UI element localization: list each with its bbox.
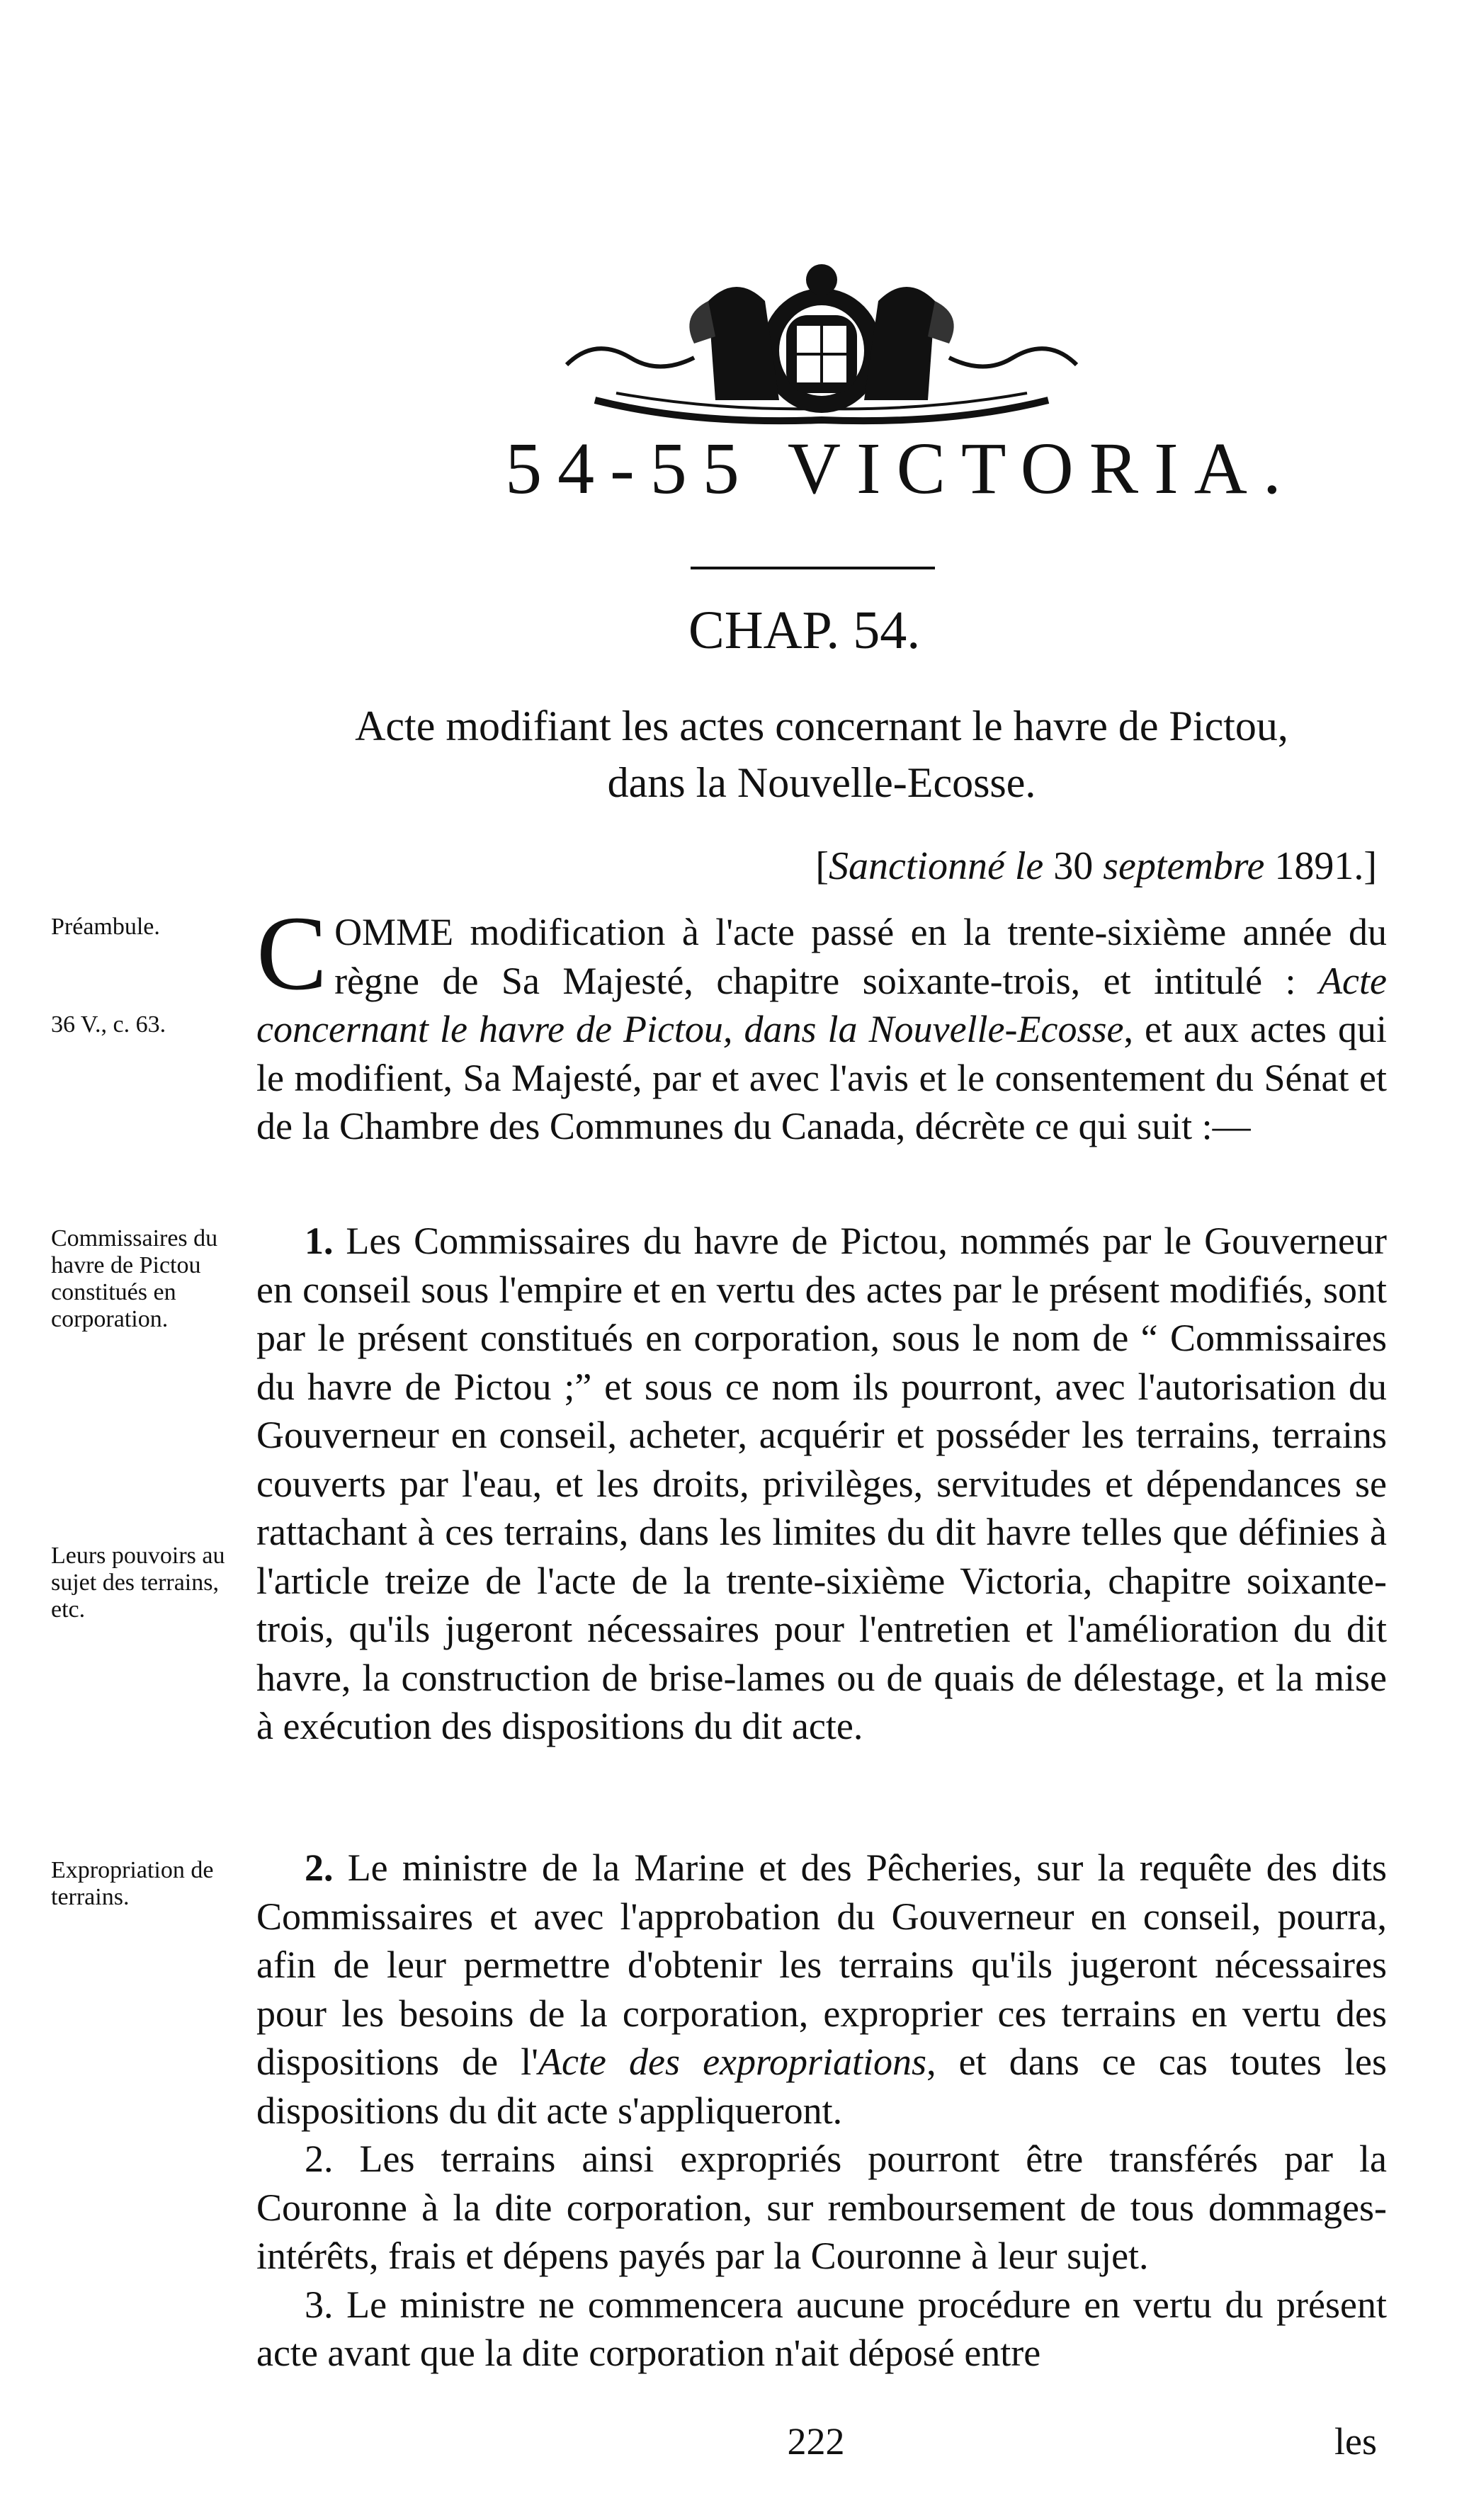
act-title-line-1: Acte modifiant les actes concernant le havre de Pictou, bbox=[355, 703, 1288, 749]
section-1-number: 1. bbox=[305, 1220, 334, 1262]
assent-bracket: [ bbox=[815, 844, 829, 888]
preamble-act-title: Acte concernant le havre de Pictou, dans la Nouvelle-Ecosse bbox=[256, 959, 1387, 1050]
catchword: les bbox=[1334, 2420, 1377, 2463]
section-2 bbox=[256, 1844, 1387, 2378]
section-2-act-title: Acte des expropriations bbox=[538, 2041, 927, 2083]
section-2-text-2: , et dans ce cas toutes les dispositions du dit acte s'appliqueront. bbox=[256, 2041, 1388, 2132]
margin-note-preamble: Préambule. bbox=[51, 914, 160, 940]
margin-note-expropriation: Expropriation de terrains. bbox=[51, 1857, 214, 1910]
drop-cap: C bbox=[256, 895, 328, 1012]
royal-coat-of-arms bbox=[552, 259, 1091, 428]
assent-day: 30 bbox=[1043, 844, 1104, 888]
assent-date bbox=[815, 846, 1377, 886]
assent-year: 1891.] bbox=[1264, 844, 1377, 888]
margin-note-commissioners: Commissaires du havre de Pictou constitués en corporation. bbox=[51, 1225, 218, 1332]
margin-note-citation: 36 V., c. 63. bbox=[51, 1011, 166, 1038]
act-title bbox=[255, 698, 1388, 811]
section-1-text: Les Commissaires du havre de Pictou, nommés par le Gouverneur en conseil sous l'empire et en vertu des actes par le présent modifiés, sont par le présent constitués en corporation, sous le nom de “ Commissaires du havre de Pictou ;” et sous ce nom ils pourront, avec l'autorisation du Gouverneur en conseil, acheter, acquérir et posséder les terrains, terrains couverts par l'eau, et les droits, privilèges, servitudes et dépendances se rattachant à ces terrains, dans les limites du dit havre telles que définies à l'article treize de l'acte de la trente-sixième Victoria, chapitre soixante-trois, qu'ils jugeront nécessaires pour l'entretien et l'amélioration du dit havre, la construction de brise-lames ou de quais de délestage, et la mise à exécution des dispositions du dit acte. bbox=[256, 1220, 1387, 1747]
assent-month: septembre bbox=[1103, 844, 1265, 888]
section-2-subsection-3: 3. Le ministre ne commencera aucune procédure en vertu du présent acte avant que la dite corporation n'ait déposé entre bbox=[256, 2283, 1387, 2374]
section-2-number: 2. bbox=[305, 1846, 334, 1889]
chapter-number: CHAP. 54. bbox=[688, 601, 921, 660]
preamble-text-2: , et aux actes qui le modifient, Sa Majesté, par et avec l'avis et le consentement du Sénat et de la Chambre des Communes du Canada, décrète ce qui suit :— bbox=[256, 1008, 1387, 1147]
heading-rule bbox=[691, 567, 935, 569]
page-number: 222 bbox=[787, 2420, 845, 2463]
preamble-paragraph bbox=[256, 895, 1387, 1151]
regnal-year-heading: 54-55 VICTORIA. bbox=[505, 428, 1297, 509]
margin-note-powers: Leurs pouvoirs au sujet des terrains, etc. bbox=[51, 1543, 225, 1623]
section-1 bbox=[256, 1217, 1387, 1751]
preamble-text-1: OMME modification à l'acte passé en la trente-sixième année du règne de Sa Majesté, chapitre soixante-trois, et intitulé : bbox=[334, 911, 1387, 1002]
section-2-text-1: Le ministre de la Marine et des Pêcheries, sur la requête des dits Commissaires et avec l'approbation du Gouverneur en conseil, pourra, afin de leur permettre d'obtenir les terrains qu'ils jugeront nécessaires pour les besoins de la corporation, exproprier ces terrains en vertu des dispositions de l' bbox=[256, 1846, 1387, 2083]
act-title-line-2: dans la Nouvelle-Ecosse. bbox=[607, 759, 1036, 806]
section-2-subsection-2: 2. Les terrains ainsi expropriés pourront être transférés par la Couronne à la dite corporation, sur remboursement de tous dommages-intérêts, frais et dépens payés par la Couronne à leur sujet. bbox=[256, 2138, 1387, 2277]
assent-label: Sanctionné le bbox=[829, 844, 1044, 888]
